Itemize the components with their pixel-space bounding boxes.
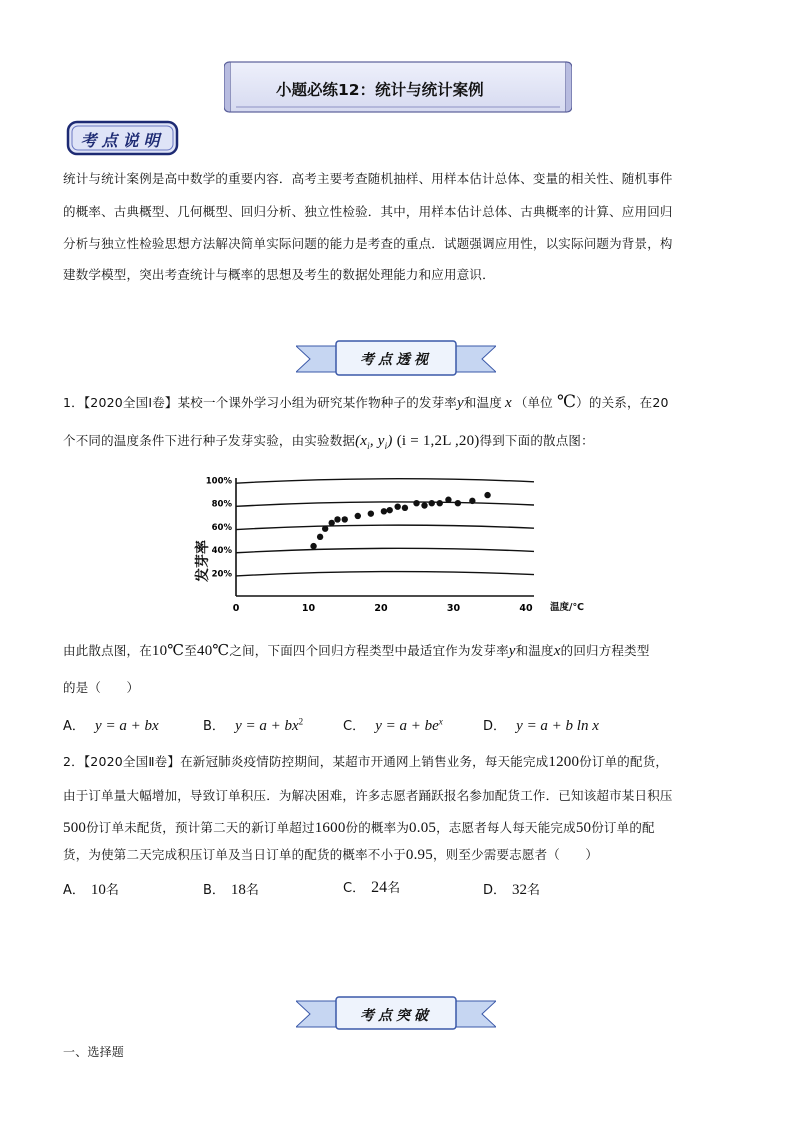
section-badge-explain: [65, 119, 180, 157]
q2-option-b[interactable]: [203, 879, 259, 899]
data-pair-close: ): [387, 433, 393, 449]
option-letter: B．: [203, 883, 225, 898]
num-50: 50: [575, 820, 592, 836]
var-y: y: [457, 395, 464, 411]
data-pair-x: (x: [355, 433, 368, 449]
data-point: [329, 520, 335, 526]
page-title: 小题必练12：统计与统计案例: [276, 81, 484, 99]
x-tick-label: 10: [301, 603, 316, 614]
q1-text-f: 得到下面的散点图：: [479, 433, 594, 448]
grid-line: [236, 479, 534, 483]
q2-line-1: [63, 755, 668, 770]
y-tick-label: 100%: [205, 476, 232, 487]
section-banner-break: [296, 996, 496, 1032]
q1-line-1: [63, 393, 669, 411]
q2-text-d: 份的概率为: [345, 820, 410, 835]
option-unit: 名: [245, 883, 259, 898]
option-sup: 2: [298, 716, 304, 727]
q1-text-b: 和温度: [463, 395, 502, 410]
chart-x-ticks: [233, 603, 533, 614]
q2-text-e: ，志愿者每人每天能完成: [436, 820, 576, 835]
q1-line-3: [63, 644, 650, 659]
data-point: [484, 492, 490, 498]
grid-line: [236, 502, 534, 506]
option-letter: D．: [483, 719, 507, 734]
option-letter: C．: [343, 719, 366, 734]
y-tick-label: 80%: [211, 499, 232, 510]
temp-40: 40℃: [197, 643, 230, 659]
data-point: [413, 500, 419, 506]
index-range: (i = 1,2L ,20): [396, 433, 480, 449]
badge-label: 考点说明: [80, 131, 165, 150]
data-point: [402, 505, 408, 511]
option-num: 10: [90, 882, 106, 898]
option-letter: D．: [483, 883, 507, 898]
num-1600: 1600: [314, 820, 346, 836]
q1-text-d: ）的关系，在20: [576, 395, 669, 410]
q1-line-4: 的是（ ）: [63, 680, 140, 695]
y-tick-label: 40%: [211, 546, 232, 557]
data-point: [342, 516, 348, 522]
q1-text-h: 至: [184, 643, 197, 658]
x-tick-label: 20: [374, 603, 388, 614]
data-point: [387, 507, 393, 513]
option-expr: y = a + b ln x: [516, 718, 599, 734]
y-tick-label: 20%: [211, 569, 232, 580]
q2-option-d[interactable]: [483, 879, 540, 899]
q1-text-a: 1．【2020全国Ⅰ卷】某校一个课外学习小组为研究某作物种子的发芽率: [63, 395, 458, 410]
option-unit: 名: [527, 883, 541, 898]
banner-label: 考点透视: [360, 352, 432, 368]
explain-line-3: 分析与独立性检验思想方法解决简单实际问题的能力是考查的重点．试题强调应用性，以实际问题为背景，构: [63, 236, 673, 251]
scatter-chart: [190, 470, 605, 620]
num-500: 500: [63, 820, 87, 836]
q1-option-c[interactable]: [343, 715, 443, 735]
data-point: [429, 500, 435, 506]
q2-text-b: 份订单的配货，: [579, 754, 669, 769]
q2-text-c: 份订单未配货，预计第二天的新订单超过: [86, 820, 315, 835]
q1-text-j: 和温度: [515, 643, 554, 658]
data-point: [421, 502, 427, 508]
grid-line: [236, 572, 534, 576]
data-point: [310, 543, 316, 549]
var-x-2: x: [553, 643, 561, 659]
data-point: [334, 516, 340, 522]
grid-line: [236, 548, 534, 552]
option-expr: y = a + bx: [95, 718, 159, 734]
x-tick-label: 30: [446, 603, 461, 614]
data-point: [437, 500, 443, 506]
q1-text-g: 由此散点图，在: [63, 643, 152, 658]
num-1200: 1200: [548, 754, 580, 770]
chart-x-label: 温度/℃: [550, 602, 584, 613]
option-letter: C．: [343, 881, 366, 896]
option-sup: x: [438, 716, 443, 727]
q2-text-g: 货，为使第二天完成积压订单及当日订单的配货的概率不小于: [63, 847, 406, 862]
x-tick-label: 40: [519, 603, 533, 614]
option-letter: A．: [63, 883, 85, 898]
option-letter: B．: [203, 719, 225, 734]
option-unit: 名: [387, 881, 401, 896]
prob-005: 0.05: [409, 820, 437, 836]
section-banner-insight: [296, 340, 496, 378]
grid-line: [236, 525, 534, 529]
var-x: x: [504, 395, 512, 411]
sub-heading: 一、选择题: [63, 1045, 125, 1059]
q2-option-a[interactable]: [63, 879, 119, 899]
q2-text-f: 份订单的配: [591, 820, 655, 835]
unit-celsius: ℃: [556, 392, 577, 411]
q2-line-3: [63, 821, 655, 836]
explain-line-2: 的概率、古典概型、几何概型、回归分析、独立性检验．其中，用样本估计总体、古典概率的计算、应用回归: [63, 204, 673, 219]
data-point: [469, 498, 475, 504]
temp-10: 10℃: [151, 643, 185, 659]
data-point: [322, 526, 328, 532]
option-unit: 名: [105, 883, 119, 898]
q1-option-b[interactable]: [203, 715, 303, 735]
var-y-2: y: [508, 643, 516, 659]
data-point: [381, 508, 387, 514]
option-num: 18: [230, 882, 246, 898]
q2-line-2: 由于订单量大幅增加，导致订单积压．为解决困难，许多志愿者踊跃报名参加配货工作．已知该超市某日积压: [63, 788, 673, 803]
scatter-svg: [190, 470, 605, 620]
explain-line-4: 建数学模型，突出考查统计与概率的思想及考生的数据处理能力和应用意识．: [63, 267, 495, 282]
banner-label: 考点突破: [360, 1008, 432, 1024]
x-tick-label: 0: [232, 603, 240, 614]
chart-points: [310, 492, 490, 549]
q1-text-e: 个不同的温度条件下进行种子发芽实验，由实验数据: [63, 433, 356, 448]
q1-text-k: 的回归方程类型: [560, 643, 650, 658]
option-letter: A．: [63, 719, 85, 734]
q1-line-2: [63, 434, 594, 451]
q1-option-d[interactable]: [483, 715, 599, 735]
q2-option-c[interactable]: [343, 877, 400, 897]
data-point: [445, 497, 451, 503]
sub-i-1: i: [367, 441, 370, 451]
data-pair-y: , y: [369, 433, 385, 449]
q1-text-i: 之间，下面四个回归方程类型中最适宜作为发芽率: [229, 643, 509, 658]
option-num: 24: [371, 879, 388, 896]
data-point: [394, 503, 400, 509]
data-point: [455, 500, 461, 506]
chart-y-label: 发芽率: [195, 540, 211, 582]
explain-line-1: 统计与统计案例是高中数学的重要内容．高考主要考查随机抽样、用样本估计总体、变量的相关性、随机事件: [63, 171, 673, 186]
q2-text-a: 2．【2020全国Ⅱ卷】在新冠肺炎疫情防控期间，某超市开通网上销售业务，每天能完成: [63, 754, 549, 769]
prob-095: 0.95: [405, 847, 433, 863]
q1-text-c: （单位: [514, 395, 553, 410]
title-banner: [224, 59, 572, 117]
q2-text-h: ，则至少需要志愿者（ ）: [432, 847, 599, 862]
data-pair: [355, 433, 392, 449]
option-num: 32: [512, 882, 528, 898]
option-expr: y = a + be: [375, 718, 439, 734]
sub-i-2: i: [384, 441, 388, 451]
data-point: [317, 534, 323, 540]
q2-line-4: [63, 848, 598, 863]
y-tick-label: 60%: [211, 522, 232, 533]
option-expr: y = a + bx: [235, 718, 299, 734]
data-point: [368, 510, 374, 516]
data-point: [355, 513, 361, 519]
q1-option-a[interactable]: [63, 715, 159, 735]
